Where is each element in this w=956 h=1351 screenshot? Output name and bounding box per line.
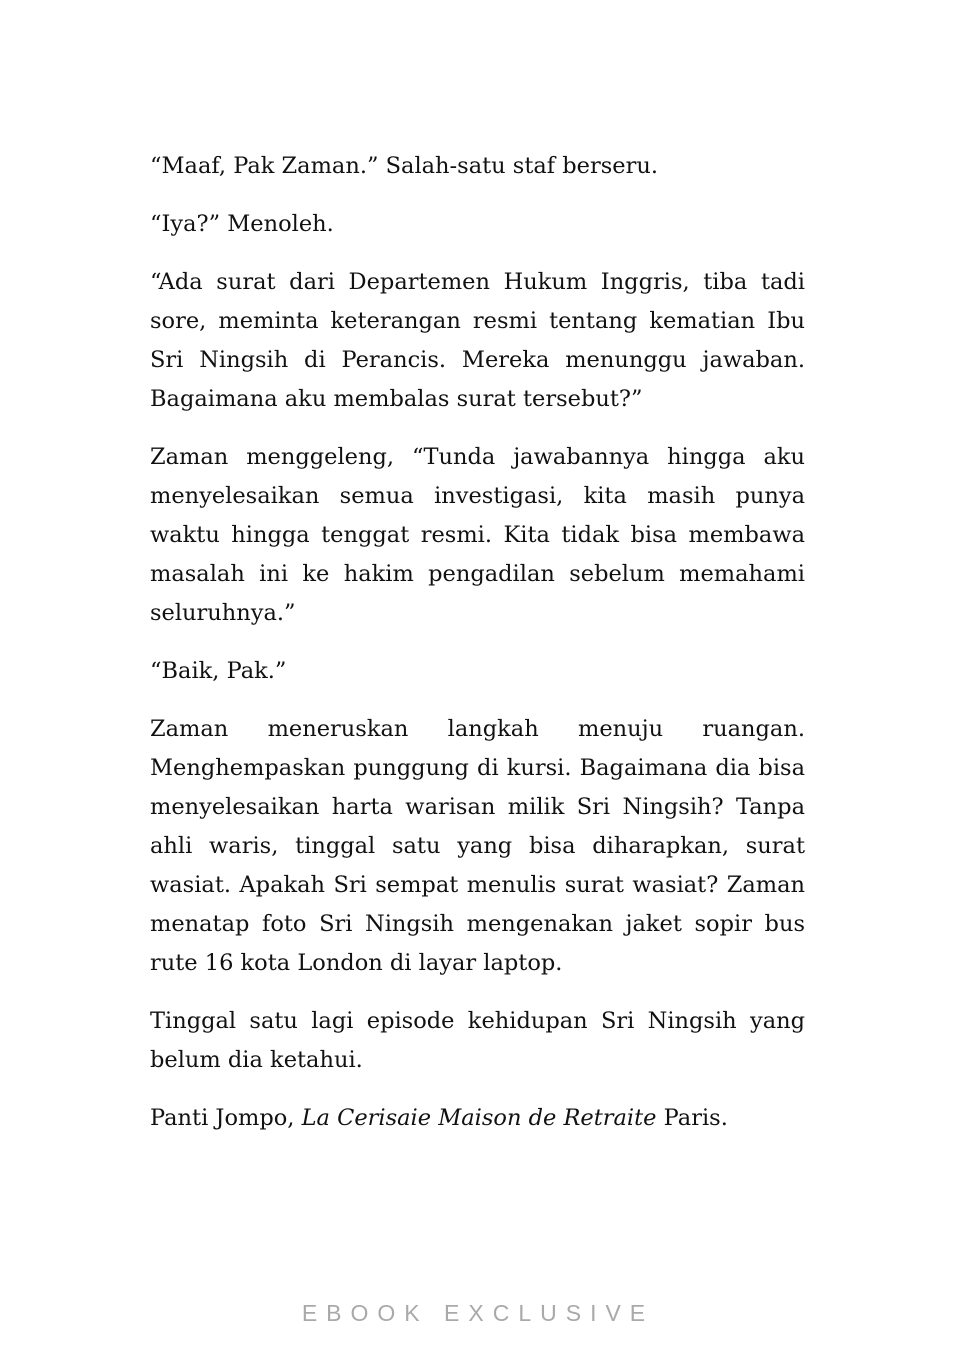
paragraph-location <box>150 1099 805 1138</box>
paragraph-zaman-thinks: Zaman meneruskan langkah menuju ruangan. Menghempaskan punggung di kursi. Bagaimana dia bisa menyelesaikan harta warisan milik Sri Ningsih? Tanpa ahli waris, tinggal satu yang bisa diharapkan, surat wasiat. Apakah Sri sempat menulis surat wasiat? Zaman menatap foto Sri Ningsih mengenakan jaket sopir bus rute 16 kota London di layar laptop. <box>150 716 805 976</box>
page-body-text <box>150 147 805 1157</box>
paragraph-ok: “Baik, Pak.” <box>150 658 287 684</box>
location-prefix: Panti Jompo, <box>150 1105 302 1131</box>
paragraph-one-more-episode: Tinggal satu lagi episode kehidupan Sri Ningsih yang belum dia ketahui. <box>150 1008 805 1073</box>
paragraph-zaman-response: Zaman menggeleng, “Tunda jawabannya hingga aku menyelesaikan semua investigasi, kita masih punya waktu hingga tenggat resmi. Kita tidak bisa membawa masalah ini ke hakim pengadilan sebelum memahami seluruhnya.” <box>150 444 805 626</box>
location-suffix: Paris. <box>656 1105 728 1131</box>
paragraph-reply: “Iya?” Menoleh. <box>150 211 334 237</box>
paragraph-staff-call: “Maaf, Pak Zaman.” Salah-satu staf berseru. <box>150 153 659 179</box>
paragraph-letter: “Ada surat dari Departemen Hukum Inggris, tiba tadi sore, meminta keterangan resmi tentang kematian Ibu Sri Ningsih di Perancis. Mereka menunggu jawaban. Bagaimana aku membalas surat tersebut?” <box>150 269 805 412</box>
location-name-italic: La Cerisaie Maison de Retraite <box>301 1105 657 1131</box>
ebook-exclusive-footer: EBOOK EXCLUSIVE <box>301 1300 655 1326</box>
